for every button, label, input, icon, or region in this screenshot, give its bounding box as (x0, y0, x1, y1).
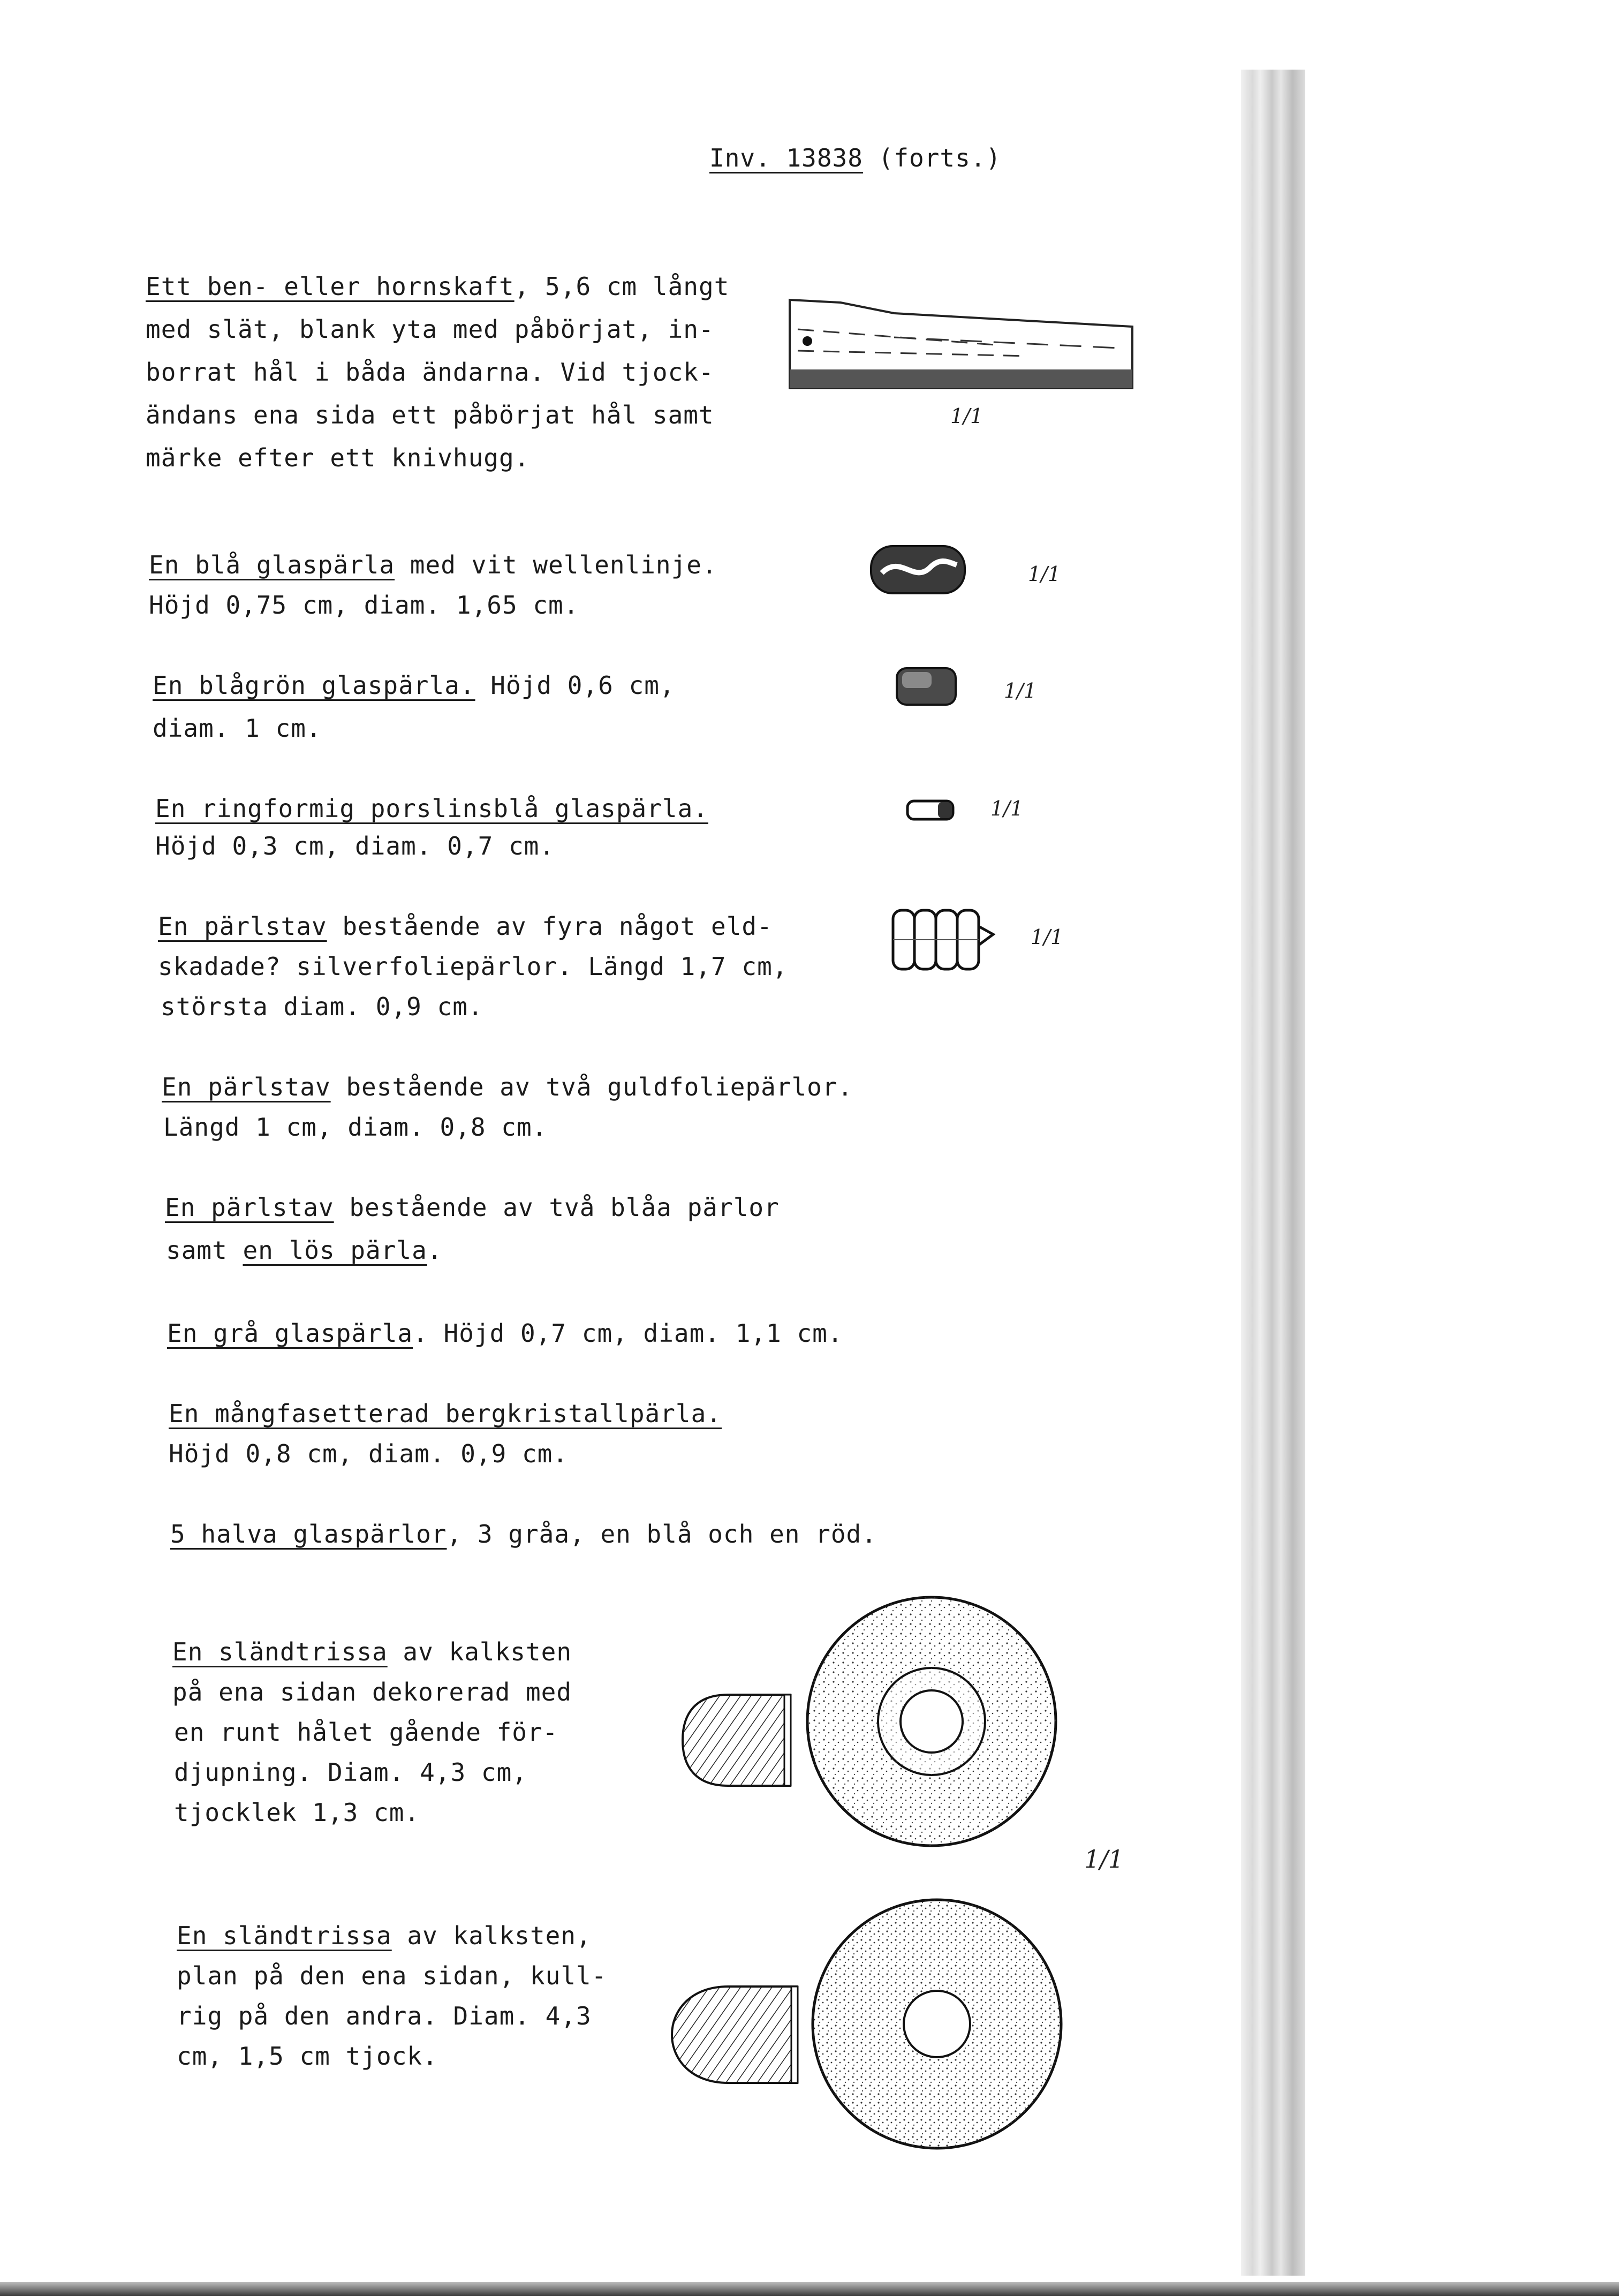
whorl-1-section-drawing (680, 1692, 795, 1788)
entry-2-line-1: En blå glaspärla med vit wellenlinje. (149, 550, 717, 579)
entry-11-line-2: på ena sidan dekorerad med (172, 1678, 572, 1706)
inventory-number: Inv. 13838 (709, 144, 863, 172)
scale-mark-3: 1/1 (1004, 679, 1037, 703)
continued-label: (forts.) (878, 144, 1002, 172)
entry-10-line-1: 5 halva glaspärlor, 3 gråa, en blå och en röd. (170, 1520, 877, 1549)
entry-8-title: En grå glaspärla (167, 1319, 413, 1348)
entry-4-line-2: Höjd 0,3 cm, diam. 0,7 cm. (155, 832, 555, 860)
entry-7-line-2: samt en lös pärla. (166, 1236, 443, 1265)
entry-4-line-1 (155, 787, 708, 830)
entry-12-line-1: En sländtrissa av kalksten, (177, 1921, 592, 1950)
page-bottom-edge (0, 2282, 1619, 2296)
entry-4-title: En ringformig porslinsblå glaspärla. (155, 794, 708, 823)
entry-11-line-3: en runt hålet gående för- (174, 1718, 558, 1747)
entry-5-line-2: skadade? silverfoliepärlor. Längd 1,7 cm, (158, 952, 788, 981)
handle-drawing (787, 297, 1135, 394)
entry-9-line-2: Höjd 0,8 cm, diam. 0,9 cm. (169, 1439, 569, 1468)
entry-2-title: En blå glaspärla (149, 550, 395, 579)
entry-1-line-3: borrat hål i båda ändarna. Vid tjock- (146, 358, 714, 387)
scale-mark-5: 1/1 (1031, 925, 1064, 949)
page-header (709, 137, 1001, 179)
bluegreen-bead-drawing (894, 666, 958, 708)
entry-1-line-5: märke efter ett knivhugg. (146, 443, 530, 472)
entry-2-line-2: Höjd 0,75 cm, diam. 1,65 cm. (149, 591, 579, 620)
entry-1-title: Ett ben- eller hornskaft (146, 272, 515, 301)
scale-mark-4: 1/1 (990, 797, 1024, 820)
entry-1-line-4: ändans ena sida ett påbörjat hål samt (146, 401, 714, 429)
entry-6-line-1: En pärlstav bestående av två guldfoliepärlor. (162, 1073, 853, 1101)
entry-5-line-1: En pärlstav bestående av fyra något eld- (158, 912, 773, 941)
entry-6-line-2: Längd 1 cm, diam. 0,8 cm. (163, 1113, 548, 1142)
scale-mark-6: 1/1 (1084, 1845, 1124, 1874)
entry-12-line-3: rig på den andra. Diam. 4,3 (177, 2002, 592, 2030)
entry-1-line-2: med slät, blank yta med påbörjat, in- (146, 315, 714, 344)
entry-7-subtitle: en lös pärla (243, 1236, 427, 1265)
entry-7-title: En pärlstav (165, 1193, 334, 1222)
whorl-1-top-drawing (803, 1593, 1060, 1850)
entry-8-line-1: En grå glaspärla. Höjd 0,7 cm, diam. 1,1 cm. (167, 1319, 843, 1348)
scale-mark-2: 1/1 (1028, 562, 1061, 586)
entry-3-title: En blågrön glaspärla. (153, 671, 475, 700)
entry-5-line-3: största diam. 0,9 cm. (161, 992, 483, 1021)
entry-11-title: En sländtrissa (172, 1637, 388, 1666)
entry-12-title: En sländtrissa (177, 1921, 392, 1950)
entry-5-title: En pärlstav (158, 912, 327, 941)
entry-7-line-1: En pärlstav bestående av två blåa pärlor (165, 1193, 780, 1222)
entry-12-line-2: plan på den ena sidan, kull- (177, 1961, 607, 1990)
whorl-2-section-drawing (669, 1984, 803, 2086)
entry-6-title: En pärlstav (162, 1073, 331, 1101)
entry-12-line-4: cm, 1,5 cm tjock. (177, 2042, 438, 2071)
entry-11-line-1: En sländtrissa av kalksten (172, 1637, 572, 1666)
entry-9-title: En mångfasetterad bergkristallpärla. (169, 1399, 722, 1428)
entry-9-line-1 (169, 1392, 722, 1435)
entry-10-title: 5 halva glaspärlor (170, 1520, 447, 1549)
entry-3-line-1: En blågrön glaspärla. Höjd 0,6 cm, (153, 671, 675, 700)
entry-1-line-1: Ett ben- eller hornskaft, 5,6 cm långt (146, 272, 730, 301)
entry-11-line-4: djupning. Diam. 4,3 cm, (174, 1758, 527, 1787)
entry-3-line-2: diam. 1 cm. (153, 714, 322, 743)
entry-11-line-5: tjocklek 1,3 cm. (174, 1798, 420, 1827)
scale-mark-1: 1/1 (950, 404, 983, 428)
book-binding-edge (1241, 70, 1305, 2276)
bead-string-drawing (889, 905, 1001, 975)
ring-bead-drawing (905, 797, 958, 824)
blue-bead-drawing (868, 543, 967, 597)
whorl-2-top-drawing (808, 1895, 1065, 2152)
